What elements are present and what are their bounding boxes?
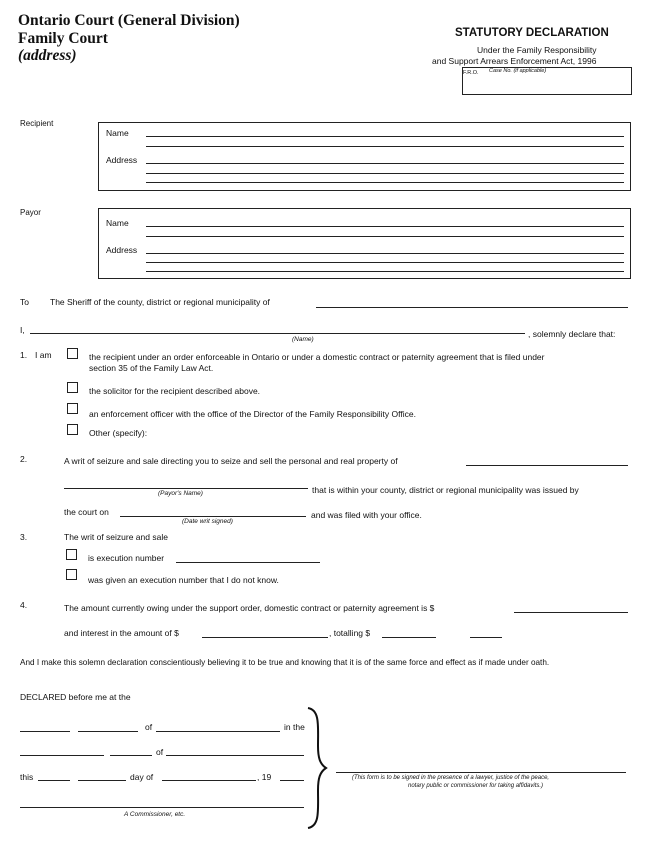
interest-amount-field[interactable] <box>202 637 328 638</box>
payor-property-field[interactable] <box>466 465 628 466</box>
date-caption: (Date writ signed) <box>182 518 233 525</box>
act-line-1: Under the Family Responsibility <box>477 45 597 55</box>
totalling-label: , totalling $ <box>329 628 371 638</box>
declarant-name-field[interactable] <box>30 333 525 334</box>
recipient-address-field[interactable] <box>146 163 624 164</box>
of-label-1: of <box>145 722 153 732</box>
option-recipient-line2: section 35 of the Family Law Act. <box>89 363 214 373</box>
other-checkbox[interactable] <box>67 424 78 435</box>
court-on-label: the court on <box>64 507 109 517</box>
recipient-address-field-3[interactable] <box>146 182 624 183</box>
declared-place-field-4[interactable] <box>20 755 104 756</box>
declared-title: DECLARED before me at the <box>20 692 131 702</box>
writ-text-1: A writ of seizure and sale directing you to seize and sell the personal and real property of <box>64 456 398 466</box>
unknown-execution-label: was given an execution number that I do not know. <box>88 575 279 585</box>
section-3-number: 3. <box>20 532 28 542</box>
total-amount-field[interactable] <box>382 637 436 638</box>
recipient-name-field[interactable] <box>146 136 624 137</box>
payor-name-caption: (Payor's Name) <box>158 490 203 497</box>
to-text: The Sheriff of the county, district or regional municipality of <box>50 297 270 307</box>
address-label: (address) <box>18 47 77 64</box>
commissioner-signature-field[interactable] <box>20 807 304 808</box>
total-amount-cents-field[interactable] <box>470 637 502 638</box>
declarant-suffix: , solemnly declare that: <box>528 329 616 339</box>
payor-box <box>98 208 631 279</box>
day-of-label: day of <box>130 772 154 782</box>
declared-place-field-3[interactable] <box>156 731 280 732</box>
option-recipient-line1: the recipient under an order enforceable in Ontario or under a domestic contract or paternity agreement that is filed under <box>89 352 545 362</box>
enforcement-officer-checkbox[interactable] <box>67 403 78 414</box>
execution-number-label: is execution number <box>88 553 165 563</box>
declaration-brace <box>304 706 328 830</box>
to-label: To <box>20 297 29 307</box>
writ-text-2: that is within your county, district or regional municipality was issued by <box>312 485 579 495</box>
of-label-2: of <box>156 747 164 757</box>
payor-label: Payor <box>20 208 41 217</box>
fro-label: F.R.O. <box>463 70 479 76</box>
recipient-address-label: Address <box>106 155 138 165</box>
case-no-label: Case No. (if applicable) <box>489 68 547 74</box>
amount-owing-field[interactable] <box>514 612 628 613</box>
day-number-field[interactable] <box>38 780 70 781</box>
in-the-label: in the <box>284 722 305 732</box>
writ-text-3: and was filed with your office. <box>311 510 422 520</box>
declared-place-field-5[interactable] <box>110 755 152 756</box>
option-enforcement-officer: an enforcement officer with the office of the Director of the Family Responsibility Office. <box>89 409 416 419</box>
case-number-box[interactable] <box>462 67 632 95</box>
form-title: STATUTORY DECLARATION <box>455 27 609 39</box>
month-field[interactable] <box>162 780 256 781</box>
recipient-name-field-2[interactable] <box>146 146 624 147</box>
execution-number-field[interactable] <box>176 562 320 563</box>
family-court-label: Family Court <box>18 30 108 47</box>
recipient-name-label: Name <box>106 128 129 138</box>
option-solicitor: the solicitor for the recipient described above. <box>89 386 261 396</box>
day-number-field-2[interactable] <box>78 780 126 781</box>
i-am-label: I am <box>35 350 52 360</box>
court-name: Ontario Court (General Division) <box>18 12 240 29</box>
declared-place-field-1[interactable] <box>20 731 70 732</box>
year-field[interactable] <box>280 780 304 781</box>
name-caption: (Name) <box>292 336 314 343</box>
declarant-signature-field[interactable] <box>336 772 626 773</box>
section-4-number: 4. <box>20 600 28 610</box>
this-label: this <box>20 772 34 782</box>
payor-address-field-3[interactable] <box>146 271 624 272</box>
recipient-address-field-2[interactable] <box>146 173 624 174</box>
payor-name-writ-field[interactable] <box>64 488 308 489</box>
recipient-box <box>98 122 631 191</box>
solicitor-checkbox[interactable] <box>67 382 78 393</box>
section-1-number: 1. <box>20 350 28 360</box>
payor-address-label: Address <box>106 245 138 255</box>
execution-number-checkbox[interactable] <box>66 549 77 560</box>
declared-place-field-6[interactable] <box>166 755 304 756</box>
commissioner-caption: A Commissioner, etc. <box>124 811 186 818</box>
signing-note-1: (This form is to be signed in the presence of a lawyer, justice of the peace, <box>352 775 550 781</box>
signing-note-2: notary public or commissioner for taking affidavits.) <box>408 783 544 789</box>
payor-name-field[interactable] <box>146 226 624 227</box>
payor-address-field-2[interactable] <box>146 262 624 263</box>
option-other: Other (specify): <box>89 428 148 438</box>
act-line-2: and Support Arrears Enforcement Act, 1996 <box>432 56 597 66</box>
payor-name-field-2[interactable] <box>146 236 624 237</box>
amount-owing-text: The amount currently owing under the support order, domestic contract or paternity agreement is $ <box>64 603 435 613</box>
section-2-number: 2. <box>20 454 28 464</box>
payor-name-label: Name <box>106 218 129 228</box>
year-prefix: , 19 <box>257 772 272 782</box>
declared-place-field-2[interactable] <box>78 731 138 732</box>
solemn-declaration-text: And I make this solemn declaration conscientiously believing it to be true and knowing that it is of the same force and effect as if made under oath. <box>20 658 550 667</box>
writ-date-field[interactable] <box>120 516 306 517</box>
unknown-execution-checkbox[interactable] <box>66 569 77 580</box>
writ-seizure-text: The writ of seizure and sale <box>64 532 168 542</box>
payor-address-field[interactable] <box>146 253 624 254</box>
recipient-checkbox[interactable] <box>67 348 78 359</box>
sheriff-municipality-field[interactable] <box>316 307 628 308</box>
declarant-prefix: I, <box>20 325 25 335</box>
interest-label: and interest in the amount of $ <box>64 628 179 638</box>
recipient-label: Recipient <box>20 119 54 128</box>
